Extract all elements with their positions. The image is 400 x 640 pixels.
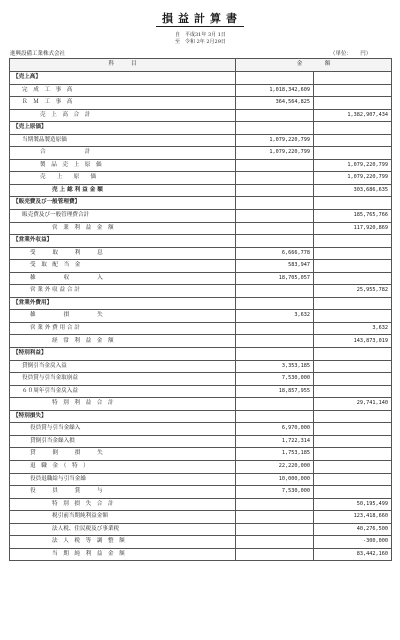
- account-label: 製 品 売 上 原 価: [10, 159, 236, 172]
- amount-detail: [236, 523, 314, 536]
- amount-detail: 1,018,342,609: [236, 84, 314, 97]
- amount-total: [314, 247, 392, 260]
- account-label: 法 人 税 等 調 整 額: [10, 536, 236, 549]
- amount-detail: 18,857,955: [236, 385, 314, 398]
- table-row: [10, 247, 392, 260]
- account-label: 売 上 原 価: [10, 172, 236, 185]
- table-row: [10, 373, 392, 386]
- account-label: 営 業 外 収 益 合 計: [10, 285, 236, 298]
- amount-total: [314, 473, 392, 486]
- account-label: 【売上高】: [10, 72, 236, 85]
- amount-detail: [236, 297, 314, 310]
- amount-detail: [236, 235, 314, 248]
- amount-detail: [236, 122, 314, 135]
- account-label: 特 別 損 失 合 計: [10, 498, 236, 511]
- amount-total: [314, 84, 392, 97]
- account-label: 完 成 工 事 高: [10, 84, 236, 97]
- amount-total: [314, 448, 392, 461]
- table-row: [10, 548, 392, 561]
- account-label: Ｒ Ｍ 工 事 高: [10, 97, 236, 110]
- amount-detail: [236, 410, 314, 423]
- document-title: 損益計算書: [0, 10, 400, 26]
- amount-detail: 3,353,185: [236, 360, 314, 373]
- amount-detail: [236, 72, 314, 85]
- table-row: [10, 486, 392, 499]
- account-label: 【売上原価】: [10, 122, 236, 135]
- amount-total: 40,276,500: [314, 523, 392, 536]
- account-label: 貸倒引当金戻入益: [10, 360, 236, 373]
- amount-detail: 6,970,000: [236, 423, 314, 436]
- table-row: [10, 360, 392, 373]
- table-row: [10, 536, 392, 549]
- table-row: [10, 498, 392, 511]
- account-label: 営 業 外 費 用 合 計: [10, 322, 236, 335]
- amount-detail: 3,632: [236, 310, 314, 323]
- amount-detail: 22,220,000: [236, 460, 314, 473]
- column-header-amount: 金 額: [236, 59, 392, 72]
- account-label: ６０周年引当金戻入益: [10, 385, 236, 398]
- section-header-row: [10, 122, 392, 135]
- amount-detail: [236, 184, 314, 197]
- table-row: [10, 385, 392, 398]
- amount-total: 185,765,766: [314, 210, 392, 223]
- amount-total: 50,195,499: [314, 498, 392, 511]
- amount-total: 143,873,019: [314, 335, 392, 348]
- table-row: [10, 285, 392, 298]
- amount-total: 1,079,220,799: [314, 172, 392, 185]
- amount-total: [314, 122, 392, 135]
- column-header-account: 科 目: [10, 59, 236, 72]
- account-label: 貸倒引当金繰入損: [10, 435, 236, 448]
- section-header-row: [10, 410, 392, 423]
- amount-total: 117,920,869: [314, 222, 392, 235]
- account-label: 法人税、住民税及び事業税: [10, 523, 236, 536]
- account-label: 【営業外収益】: [10, 235, 236, 248]
- account-label: 特 別 利 益 合 計: [10, 398, 236, 411]
- account-label: 【営業外費用】: [10, 297, 236, 310]
- amount-detail: [236, 398, 314, 411]
- table-row: [10, 448, 392, 461]
- amount-detail: 1,722,314: [236, 435, 314, 448]
- amount-total: [314, 460, 392, 473]
- amount-total: [314, 260, 392, 273]
- amount-total: -300,000: [314, 536, 392, 549]
- table-row: [10, 172, 392, 185]
- amount-total: 29,741,140: [314, 398, 392, 411]
- table-row: [10, 435, 392, 448]
- amount-total: 83,442,160: [314, 548, 392, 561]
- account-label: 退 職 金 （ 特 ）: [10, 460, 236, 473]
- account-label: 雑 収 入: [10, 272, 236, 285]
- amount-detail: 7,530,000: [236, 486, 314, 499]
- table-row: [10, 398, 392, 411]
- income-statement-table: [9, 58, 392, 561]
- amount-detail: [236, 172, 314, 185]
- account-label: 役員賞与引当金繰入: [10, 423, 236, 436]
- amount-detail: 1,079,220,799: [236, 147, 314, 160]
- company-name: 進興設備工業株式会社: [10, 51, 66, 57]
- amount-total: [314, 235, 392, 248]
- amount-total: [314, 348, 392, 361]
- amount-total: 25,955,782: [314, 285, 392, 298]
- table-row: [10, 109, 392, 122]
- amount-detail: [236, 197, 314, 210]
- table-row: [10, 260, 392, 273]
- table-row: [10, 134, 392, 147]
- section-header-row: [10, 297, 392, 310]
- period-from: 自 平成31年 3月 1日: [175, 32, 226, 38]
- account-label: 合 計: [10, 147, 236, 160]
- amount-detail: 10,000,000: [236, 473, 314, 486]
- amount-total: [314, 134, 392, 147]
- table-row: [10, 310, 392, 323]
- amount-total: [314, 486, 392, 499]
- amount-total: [314, 147, 392, 160]
- table-row: [10, 147, 392, 160]
- amount-detail: [236, 511, 314, 524]
- account-label: 【特別損失】: [10, 410, 236, 423]
- amount-detail: [236, 335, 314, 348]
- account-label: 【特別利益】: [10, 348, 236, 361]
- amount-total: [314, 72, 392, 85]
- account-label: 売 上 総 利 益 金 額: [10, 184, 236, 197]
- amount-detail: [236, 210, 314, 223]
- amount-detail: 1,753,185: [236, 448, 314, 461]
- account-label: 売 上 高 合 計: [10, 109, 236, 122]
- table-row: [10, 184, 392, 197]
- amount-detail: 583,947: [236, 260, 314, 273]
- amount-detail: 18,705,057: [236, 272, 314, 285]
- account-label: 受 取 配 当 金: [10, 260, 236, 273]
- amount-total: 3,632: [314, 322, 392, 335]
- amount-detail: 7,530,000: [236, 373, 314, 386]
- amount-total: 303,686,635: [314, 184, 392, 197]
- amount-detail: [236, 348, 314, 361]
- account-label: 雑 損 失: [10, 310, 236, 323]
- amount-total: [314, 410, 392, 423]
- section-header-row: [10, 197, 392, 210]
- table-row: [10, 511, 392, 524]
- section-header-row: [10, 348, 392, 361]
- account-label: 税引前当期純利益金額: [10, 511, 236, 524]
- table-header-row: [10, 59, 392, 72]
- table-row: [10, 423, 392, 436]
- amount-detail: [236, 536, 314, 549]
- account-label: 役 員 賞 与: [10, 486, 236, 499]
- amount-total: [314, 423, 392, 436]
- amount-total: 1,079,220,799: [314, 159, 392, 172]
- amount-total: [314, 373, 392, 386]
- account-label: 【販売費及び一般管理費】: [10, 197, 236, 210]
- amount-detail: 1,079,220,799: [236, 134, 314, 147]
- table-row: [10, 159, 392, 172]
- amount-detail: [236, 498, 314, 511]
- table-row: [10, 322, 392, 335]
- section-header-row: [10, 235, 392, 248]
- table-row: [10, 460, 392, 473]
- amount-detail: 364,564,825: [236, 97, 314, 110]
- table-row: [10, 272, 392, 285]
- amount-total: 1,382,907,434: [314, 109, 392, 122]
- amount-total: [314, 435, 392, 448]
- table-row: [10, 210, 392, 223]
- amount-detail: [236, 322, 314, 335]
- amount-detail: [236, 159, 314, 172]
- amount-detail: [236, 222, 314, 235]
- account-label: 役員退職給与引当金繰: [10, 473, 236, 486]
- table-row: [10, 84, 392, 97]
- table-row: [10, 97, 392, 110]
- amount-total: 123,418,660: [314, 511, 392, 524]
- amount-total: [314, 272, 392, 285]
- amount-total: [314, 385, 392, 398]
- table-row: [10, 335, 392, 348]
- period-to: 至 令和 2年 2月29日: [175, 39, 226, 45]
- section-header-row: [10, 72, 392, 85]
- account-label: 役員賞与引当金取崩益: [10, 373, 236, 386]
- amount-total: [314, 197, 392, 210]
- table-row: [10, 473, 392, 486]
- amount-detail: [236, 285, 314, 298]
- table-row: [10, 523, 392, 536]
- amount-detail: 6,666,778: [236, 247, 314, 260]
- amount-total: [314, 310, 392, 323]
- account-label: 受 取 利 息: [10, 247, 236, 260]
- amount-total: [314, 97, 392, 110]
- table-row: [10, 222, 392, 235]
- account-label: 経 常 利 益 金 額: [10, 335, 236, 348]
- account-label: 貸 倒 損 失: [10, 448, 236, 461]
- unit-label: （単位： 円）: [330, 51, 372, 57]
- amount-detail: [236, 109, 314, 122]
- account-label: 当期製品製造原価: [10, 134, 236, 147]
- account-label: 営 業 利 益 金 額: [10, 222, 236, 235]
- account-label: 当 期 純 利 益 金 額: [10, 548, 236, 561]
- amount-total: [314, 360, 392, 373]
- amount-total: [314, 297, 392, 310]
- account-label: 販売費及び一般管理費合計: [10, 210, 236, 223]
- amount-detail: [236, 548, 314, 561]
